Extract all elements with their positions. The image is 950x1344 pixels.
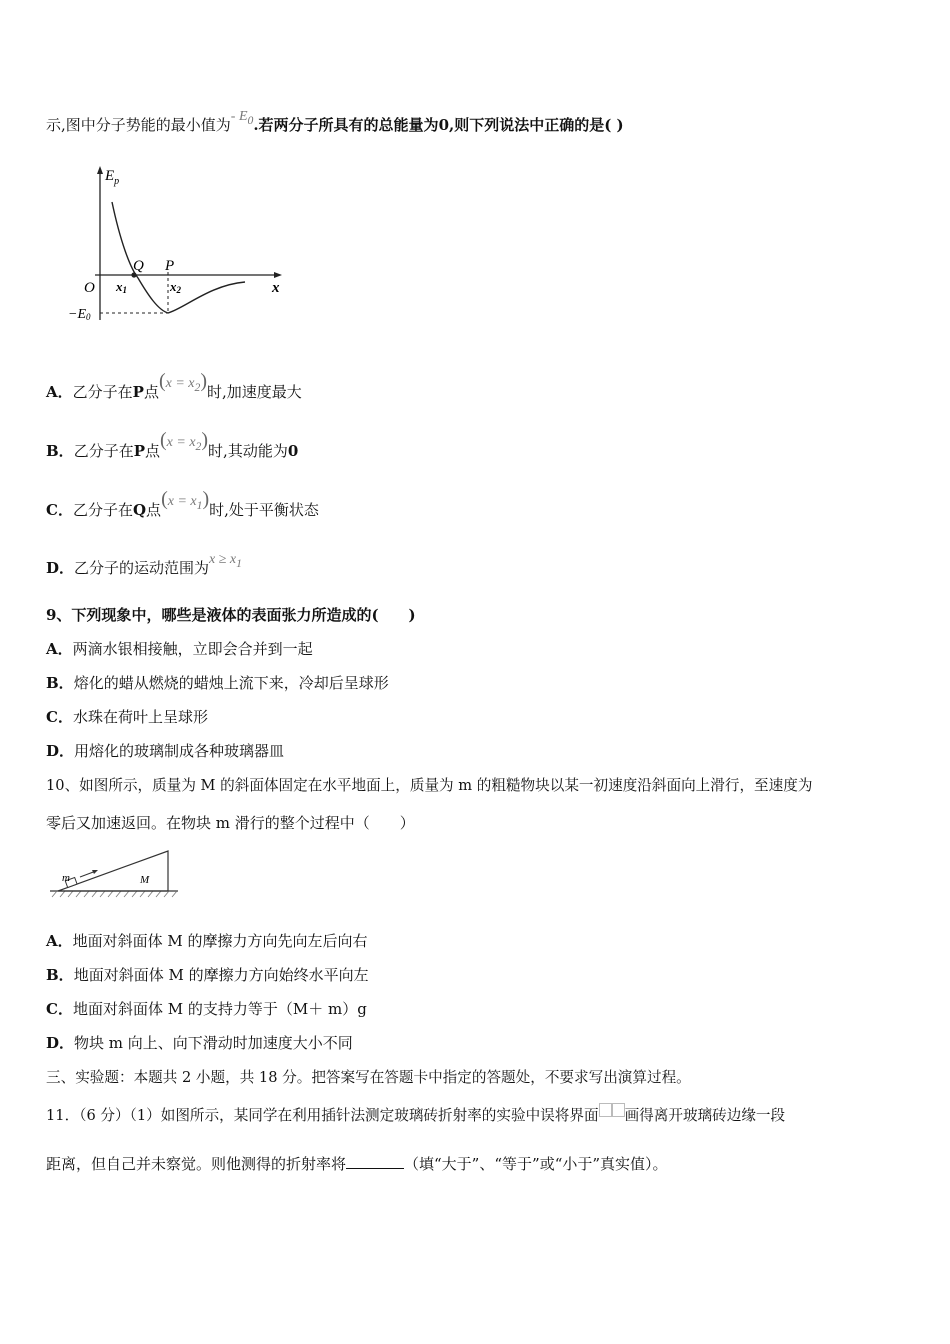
q10-stem-line1: 10、如图所示，质量为 M 的斜面体固定在水平地面上，质量为 m 的粗糙物块以某一初速度沿斜面向上滑行，至速度为 — [46, 777, 813, 794]
option-text: 时,处于平衡状态 — [209, 501, 319, 519]
option-letter: A． — [46, 383, 73, 401]
option-text: 点 — [143, 383, 159, 401]
option-text: 两滴水银相接触，立即会合并到一起 — [72, 640, 313, 658]
option-math: $(x = x_2)$ — [160, 429, 209, 453]
q11-line1 — [46, 1105, 785, 1127]
ground-hatching — [52, 891, 177, 897]
option-text: 水珠在荷叶上呈球形 — [72, 708, 208, 726]
option-text: 乙分子的运动范围为 — [74, 559, 210, 577]
y-axis-arrow — [97, 166, 103, 174]
option-letter: B． — [46, 442, 74, 460]
q8-option-b[interactable] — [46, 429, 299, 468]
neg-e0-label: −E0 — [68, 307, 91, 322]
q8-intro-math: - $E_0$ — [230, 109, 254, 127]
point-q-label: Q — [133, 258, 144, 274]
q11-line2-post: （填“大于”、“等于”或“小于”真实值）。 — [404, 1155, 668, 1173]
q9-option-a[interactable] — [46, 638, 313, 660]
potential-energy-graph — [60, 160, 290, 330]
q10-stem-line2: 零后又加速返回。在物块 m 滑行的整个过程中（ ） — [46, 814, 415, 832]
option-text: 地面对斜面体 M 的支持力等于（M＋ m）g — [72, 1000, 367, 1018]
option-text: 点 — [146, 501, 162, 519]
answer-blank[interactable] — [346, 1154, 404, 1169]
q11-line2-pre: 距离，但自己并未察觉。则他测得的折射率将 — [46, 1155, 347, 1173]
x1-label: x1 — [116, 279, 127, 295]
option-text: 物块 m 向上、向下滑动时加速度大小不同 — [74, 1034, 353, 1052]
q9-option-b[interactable] — [46, 672, 389, 694]
option-letter: D． — [46, 742, 75, 760]
option-letter: B． — [46, 966, 74, 984]
option-letter: C． — [46, 1000, 73, 1018]
missing-glyph-icon — [599, 1103, 612, 1117]
option-text: 地面对斜面体 M 的摩擦力方向始终水平向左 — [73, 966, 369, 984]
option-text: 乙分子在 — [72, 501, 133, 519]
option-zero: 0 — [287, 442, 299, 460]
q8-intro-pre: 示,图中分子势能的最小值为 — [46, 116, 231, 134]
q8-intro-zero: 0 — [438, 116, 449, 134]
option-letter: A． — [46, 932, 73, 950]
q8-intro-end: ,则下列说法中正确的是( ) — [449, 116, 624, 134]
y-axis-label: $E_p$ — [105, 168, 120, 187]
q8-intro — [46, 109, 624, 142]
option-letter: D． — [46, 559, 75, 577]
missing-glyph-icon — [612, 1103, 625, 1117]
option-letter: A． — [46, 640, 73, 658]
option-point: P — [132, 383, 144, 401]
q11-line2 — [46, 1153, 668, 1175]
option-letter: B． — [46, 674, 74, 692]
x2-label: x2 — [170, 279, 181, 295]
q8-option-c[interactable] — [46, 488, 319, 527]
point-p-label: P — [165, 258, 175, 274]
q10-option-a[interactable] — [46, 930, 368, 952]
option-text: 乙分子在 — [73, 442, 134, 460]
option-text: 点 — [144, 442, 160, 460]
q8-option-a[interactable] — [46, 370, 302, 409]
q11-line1-post: 画得离开玻璃砖边缘一段 — [624, 1107, 786, 1124]
q8-option-d[interactable] — [46, 552, 242, 585]
option-text: 时,加速度最大 — [207, 383, 302, 401]
q11-line1-pre: 11．（6 分）（1）如图所示，某同学在利用插针法测定玻璃砖折射率的实验中误将界面 — [46, 1107, 599, 1124]
q8-intro-post: .若两分子所具有的总能量为 — [253, 116, 439, 134]
option-math: $(x = x_1)$ — [161, 488, 210, 512]
q9-option-d[interactable] — [46, 740, 284, 762]
option-math: $x \ge x_1$ — [209, 552, 242, 570]
x-axis-arrow — [274, 272, 282, 278]
incline-label: M — [140, 874, 150, 886]
q9-stem: 9、下列现象中，哪些是液体的表面张力所造成的( ) — [46, 606, 416, 624]
option-point: P — [133, 442, 145, 460]
x-axis-label: x — [272, 280, 280, 296]
block-label: m — [62, 872, 70, 884]
option-math: $(x = x_2)$ — [158, 370, 207, 394]
option-letter: D． — [46, 1034, 75, 1052]
option-text: 地面对斜面体 M 的摩擦力方向先向左后向右 — [72, 932, 368, 950]
option-text: 时,其动能为 — [208, 442, 288, 460]
q9-option-c[interactable] — [46, 706, 208, 728]
q10-option-b[interactable] — [46, 964, 369, 986]
potential-curve — [112, 202, 245, 313]
option-text: 乙分子在 — [72, 383, 133, 401]
option-letter: C． — [46, 501, 73, 519]
q10-option-d[interactable] — [46, 1032, 353, 1054]
section-heading: 三、实验题：本题共 2 小题，共 18 分。把答案写在答题卡中指定的答题处，不要求写出演算过程。 — [46, 1069, 691, 1086]
origin-label: O — [84, 280, 95, 296]
option-text: 熔化的蜡从燃烧的蜡烛上流下来，冷却后呈球形 — [73, 674, 389, 692]
option-point: Q — [132, 501, 147, 519]
incline-figure — [48, 845, 183, 903]
option-letter: C． — [46, 708, 73, 726]
option-text: 用熔化的玻璃制成各种玻璃器皿 — [74, 742, 285, 760]
q10-option-c[interactable] — [46, 998, 367, 1020]
